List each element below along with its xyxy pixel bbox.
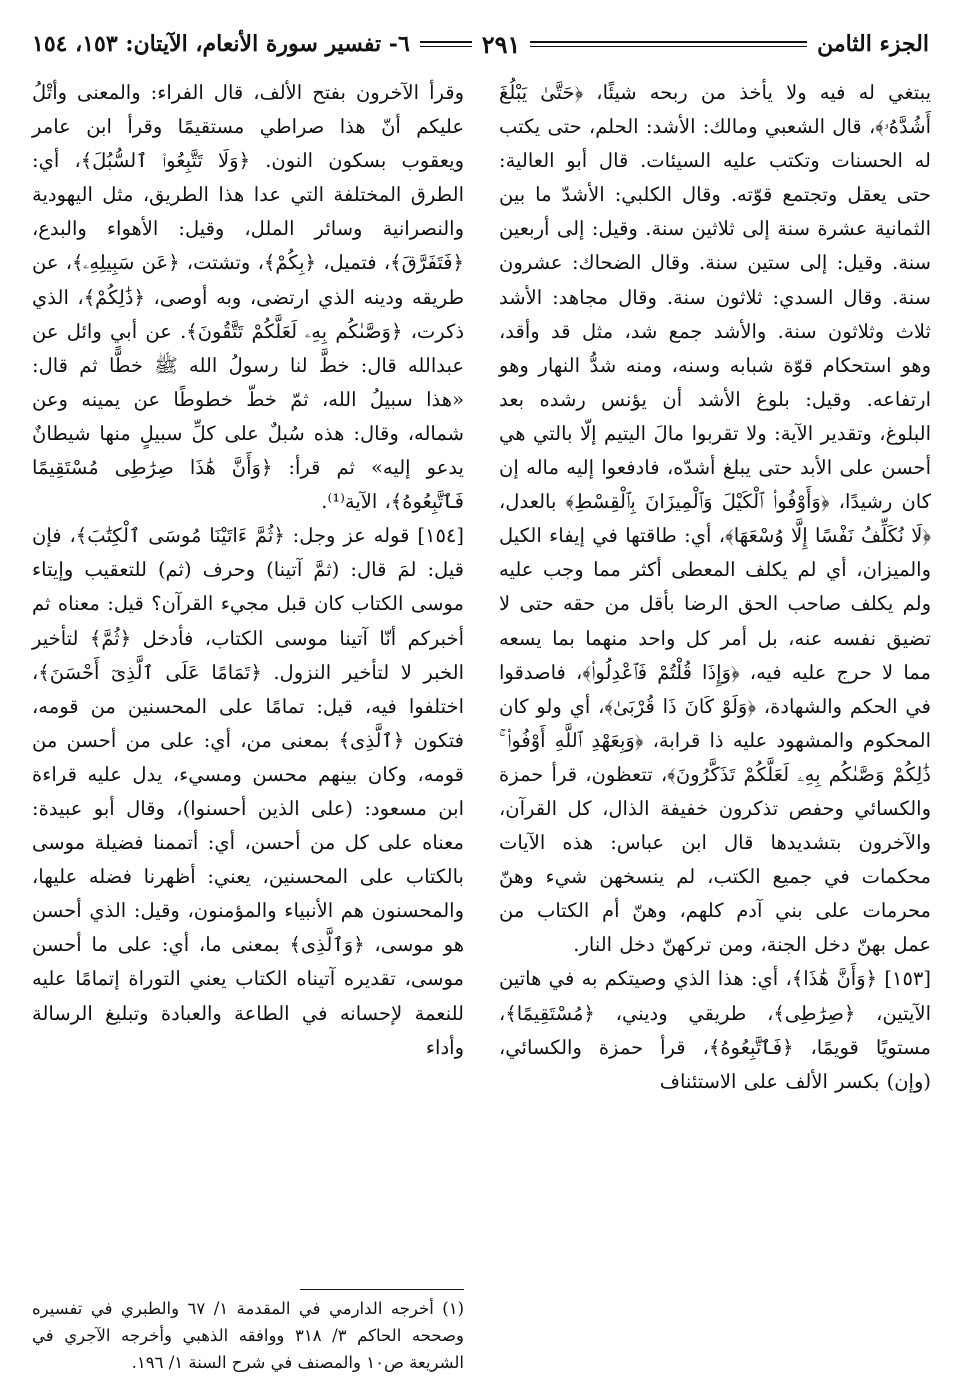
part-title: الجزء الثامن bbox=[817, 31, 929, 57]
page-number: ٢٩١ bbox=[481, 29, 521, 59]
right-column bbox=[499, 76, 931, 1099]
right-paragraph: [١٥٣] ﴿وَأَنَّ هَٰذَا﴾، أي: هذا الذي وصيتكم به في هاتين الآيتين، ﴿صِرَٰطِى﴾، طريقي وديني، ﴿مُسْتَقِيمًا﴾، مستويًا قويمًا، ﴿فَٱتَّبِعُوهُ﴾، قرأ حمزة والكسائي، (وإن) بكسر الألف على الاستئناف bbox=[499, 967, 931, 1093]
footnote: (١) أخرجه الدارمي في المقدمة ١/ ٦٧ والطبري في تفسيره وصححه الحاكم ٣/ ٣١٨ ووافقه الذهبي وأخرجه الآجري في الشريعة ص١٠ والمصنف في شرح السنة ١/ ١٩٦. bbox=[32, 1299, 464, 1372]
header-rule-left bbox=[420, 41, 472, 47]
right-paragraph: يبتغي له فيه ولا يأخذ من ربحه شيئًا، ﴿حَتَّىٰ يَبْلُغَ أَشُدَّهُۥ﴾، قال الشعبي ومالك: الأشد: الحلم، حتى يكتب له الحسنات وتكتب عليه السيئات. قال أبو العالية: حتى يعقل وتجتمع قوّته. وقال الكلبي: الأشدّ ما بين الثمانية عشرة سنة إلى ثلاثين سنة. وقيل: إلى أربعين سنة. وقيل: إلى ستين سنة. وقال الضحاك: عشرون سنة. وقال السدي: ثلاثون سنة. وقال مجاهد: الأشد ثلاث وثلاثون سنة. والأشد جمع شد، مثل قد وأقد، وهو استحكام قوّة شبابه وسنه، ومنه شدُّ النهار وهو ارتفاعه. وقيل: بلوغ الأشد أن يؤنس رشده بعد البلوغ، وتقدير الآية: ولا تقربوا مالَ اليتيم إلّا بالتي هي أحسن على الأبد حتى يبلغ أشدّه، فادفعوا إليه ماله إن كان رشيدًا، ﴿وَأَوْفُوا۟ ٱلْكَيْلَ وَٱلْمِيزَانَ بِٱلْقِسْطِ﴾ بالعدل، ﴿لَا نُكَلِّفُ نَفْسًا إِلَّا وُسْعَهَا﴾، أي: طاقتها في إيفاء الكيل والميزان، أي لم يكلف المعطى أكثر مما وجب عليه ولم يكلف صاحب الحق الرضا بأقل من حقه حتى لا تضيق نفسه عنه، بل أمر كل واحد منهما بما يسعه مما لا حرج عليه فيه، ﴿وَإِذَا قُلْتُمْ فَٱعْدِلُوا۟﴾، فاصدقوا في الحكم والشهادة، ﴿وَلَوْ كَانَ ذَا قُرْبَىٰ﴾، أي ولو كان المحكوم والمشهود عليه ذا قرابة، ﴿وَبِعَهْدِ ٱللَّهِ أَوْفُوا۟ ۚ ذَٰلِكُمْ وَصَّىٰكُم بِهِۦ لَعَلَّكُمْ تَذَكَّرُونَ﴾، تتعظون، قرأ حمزة والكسائي وحفص تذكرون خفيفة الذال، كل القرآن، والآخرون بتشديدها قال ابن عباس: هذه الآيات محكمات في جميع الكتب، لم ينسخهن شيء وهنّ محرمات على بني آدم كلهم، وهنّ أم الكتاب من عمل بهنّ دخل الجنة، ومن تركهنّ دخل النار. bbox=[499, 81, 931, 957]
left-column bbox=[32, 76, 464, 1065]
left-paragraph: وقرأ الآخرون بفتح الألف، قال الفراء: والمعنى وأتْلُ عليكم أنّ هذا صراطي مستقيمًا وقرأ ابن عامر ويعقوب بسكون النون. ﴿وَلَا تَتَّبِعُوا۟ ٱلسُّبُلَ﴾، أي: الطرق المختلفة التي عدا هذا الطريق، مثل اليهودية والنصرانية وسائر الملل، وقيل: الأهواء والبدع، ﴿فَتَفَرَّقَ﴾، فتميل، ﴿بِكُمْ﴾، وتشتت، ﴿عَن سَبِيلِهِۦ﴾، عن طريقه ودينه الذي ارتضى، وبه أوصى، ﴿ذَٰلِكُمْ﴾، الذي ذكرت، ﴿وَصَّىٰكُم بِهِۦ لَعَلَّكُمْ تَتَّقُونَ﴾. عن أبي وائل عن عبدالله قال: خطَّ لنا رسولُ الله ﷺ خطًّا ثم قال: «هذا سبيلُ الله، ثمّ خطّ خطوطًا عن يمينه وعن شماله، وقال: هذه سُبلٌ على كلِّ سبيلٍ منها شيطانٌ يدعو إليه» ثم قرأ: ﴿وَأَنَّ هَٰذَا صِرَٰطِى مُسْتَقِيمًا فَٱتَّبِعُوهُ﴾، الآية⁽¹⁾. bbox=[32, 81, 464, 514]
surah-info: ٦- تفسير سورة الأنعام، الآيتان: ١٥٣، ١٥٤ bbox=[32, 31, 410, 57]
footnote-divider bbox=[300, 1289, 464, 1290]
left-paragraph: [١٥٤] قوله عز وجل: ﴿ثُمَّ ءَاتَيْنَا مُوسَى ٱلْكِتَٰبَ﴾، فإن قيل: لمَ قال: (ثمَّ آتينا) وحرف (ثم) للتعقيب وإيتاء موسى الكتاب كان قبل مجيء القرآن؟ قيل: معناه ثم أخبركم أنّا آتينا موسى الكتاب، فأدخل ﴿ثُمَّ﴾ لتأخير الخبر لا لتأخير النزول. ﴿تَمَامًا عَلَى ٱلَّذِىٓ أَحْسَنَ﴾، اختلفوا فيه، قيل: تمامًا على المحسنين من قومه، فتكون ﴿ٱلَّذِى﴾ بمعنى من، أي: على من أحسن من قومه، وكان بينهم محسن ومسيء، يدل عليه قراءة ابن مسعود: (على الذين أحسنوا)، وقال أبو عبيدة: معناه على كل من أحسن، أي: أتممنا فضيلة موسى بالكتاب على المحسنين، يعني: أظهرنا فضله عليها، والمحسنون هم الأنبياء والمؤمنون، وقيل: الذي أحسن هو موسى، ﴿وَٱلَّذِى﴾ بمعنى ما، أي: على ما أحسن موسى، تقديره آتيناه الكتاب يعني التوراة إتمامًا عليه للنعمة لإحسانه في الطاعة والعبادة وتبليغ الرسالة وأداء bbox=[32, 524, 464, 1059]
header-rule-right bbox=[530, 41, 807, 47]
page-header bbox=[32, 24, 929, 64]
